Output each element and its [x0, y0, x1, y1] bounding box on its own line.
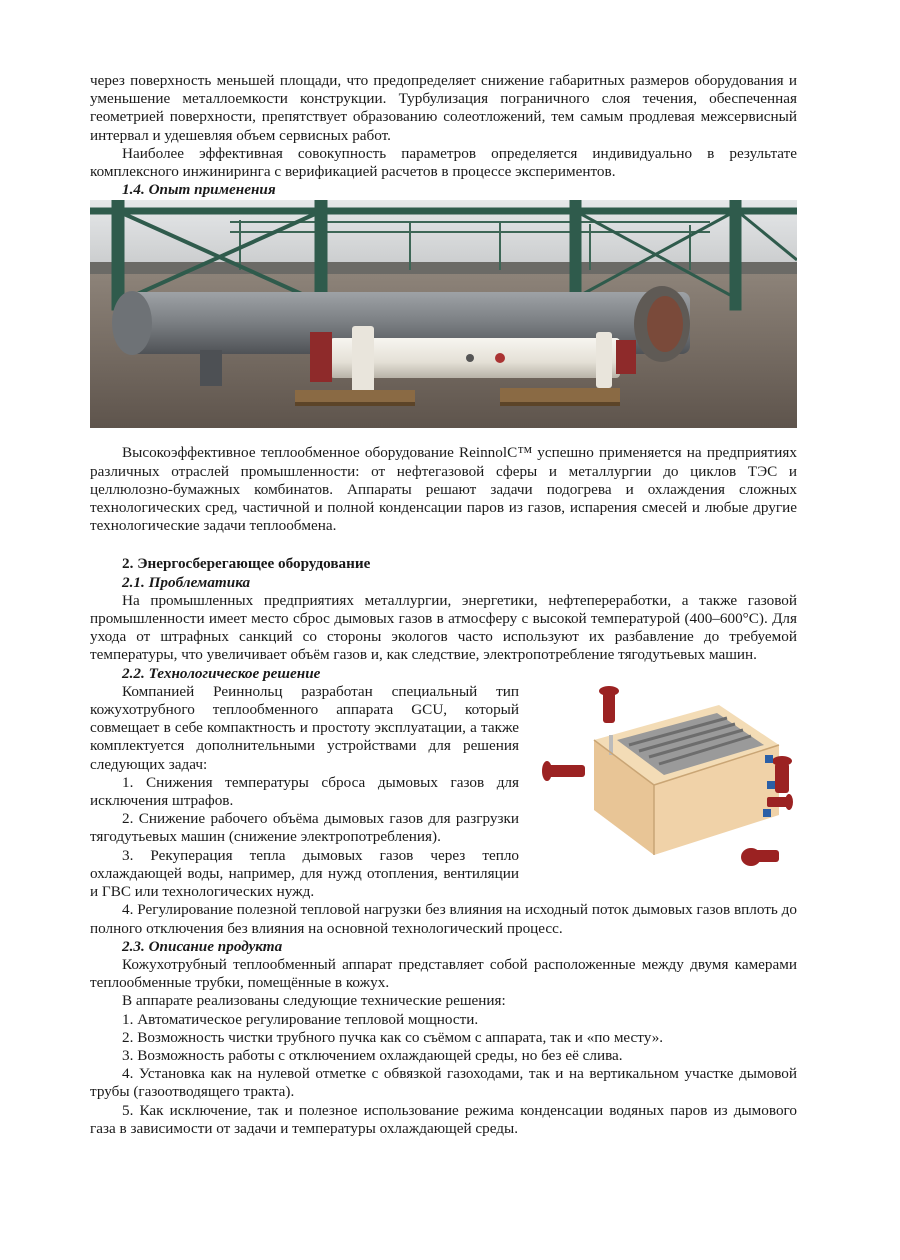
gcu-heat-exchanger-render — [539, 685, 797, 870]
paragraph-product-description: Кожухотрубный теплообменный аппарат представляет собой расположенные между двумя камерами теплообменные трубки, помещённые в кожух. — [90, 955, 797, 992]
solution-item-1: 1. Автоматическое регулирование тепловой мощности. — [122, 1010, 479, 1028]
heading-2-3: 2.3. Описание продукта — [122, 937, 283, 955]
heading-2-2: 2.2. Технологическое решение — [122, 664, 321, 682]
paragraph-technical-solutions: В аппарате реализованы следующие технические решения: — [122, 992, 506, 1010]
heading-1-4: 1.4. Опыт применения — [122, 181, 276, 199]
heading-2-1: 2.1. Проблематика — [122, 573, 251, 591]
document-page — [90, 72, 797, 1138]
list-item-1: 1. Снижения температуры сброса дымовых газов для исключения штрафов. — [90, 773, 519, 810]
solution-item-5: 5. Как исключение, так и полезное использование режима конденсации водяных паров из дымового газа в зависимости от задачи и температуры охлаждающей среды. — [90, 1101, 797, 1137]
paragraph-gcu-solution: Компанией Реиннольц разработан специальный тип кожухотрубного теплообменного аппарата GCU, который совмещает в себе компактность и простоту эксплуатации, а также комплектуется дополнительными устройствами для решения следующих задач: — [90, 682, 519, 773]
paragraph-intro-continued: через поверхность меньшей площади, что предопределяет снижение габаритных размеров оборудования и уменьшение металлоемкости конструкции. Турбулизация пограничного слоя течения, обеспеченная геометрией поверхности, препятствует образованию солеотложений, тем самым продлевая межсервисный интервал и удешевляя объем сервисных работ. — [90, 72, 797, 144]
solution-item-3: 3. Возможность работы с отключением охлаждающей среды, но без её слива. — [122, 1046, 623, 1064]
heading-2: 2. Энергосберегающее оборудование — [122, 555, 371, 573]
solution-item-2: 2. Возможность чистки трубного пучка как со съёмом с аппарата, так и «по месту». — [122, 1028, 664, 1046]
industrial-heat-exchanger-photo — [90, 200, 797, 428]
list-item-4: 4. Регулирование полезной тепловой нагрузки без влияния на исходный поток дымовых газов вплоть до полного отключения без влияния на основной технологический процесс. — [90, 901, 797, 937]
paragraph-problem: На промышленных предприятиях металлургии, энергетики, нефтепереработки, а также газовой промышленности имеет место сброс дымовых газов в атмосферу с высокой температурой (400–600°С). Для ухода от штрафных санкций со стороны экологов часто используют их разбавление до требуемой температуры, что увеличивает объём газов и, как следствие, электропотребление тягодутьевых машин. — [90, 591, 797, 664]
solution-item-4: 4. Установка как на нулевой отметке с обвязкой газоходами, так и на вертикальном участке дымовой трубы (газоотводящего тракта). — [90, 1065, 797, 1101]
list-item-3: 3. Рекуперация тепла дымовых газов через тепло охлаждающей воды, например, для нужд отопления, вентиляции и ГВС или технологических нужд. — [90, 846, 519, 901]
list-item-2: 2. Снижение рабочего объёма дымовых газов для разгрузки тягодутьевых машин (снижение электропотребления). — [90, 810, 519, 846]
paragraph-effective-parameters: Наиболее эффективная совокупность параметров определяется индивидуально в результате комплексного инжиниринга с верификацией расчетов в процессе экспериментов. — [90, 144, 797, 181]
paragraph-reinnolc-usage: Высокоэффективное теплообменное оборудование ReinnolC™ успешно применяется на предприятиях различных отраслей промышленности: от нефтегазовой сферы и металлургии до циклов ТЭС и целлюлозно-бумажных комбинатов. Аппараты решают задачи подогрева и охлаждения сложных технологических сред, частичной и полной конденсации паров из газов, испарения смесей и любые другие технологические задачи теплообмена. — [90, 444, 797, 535]
